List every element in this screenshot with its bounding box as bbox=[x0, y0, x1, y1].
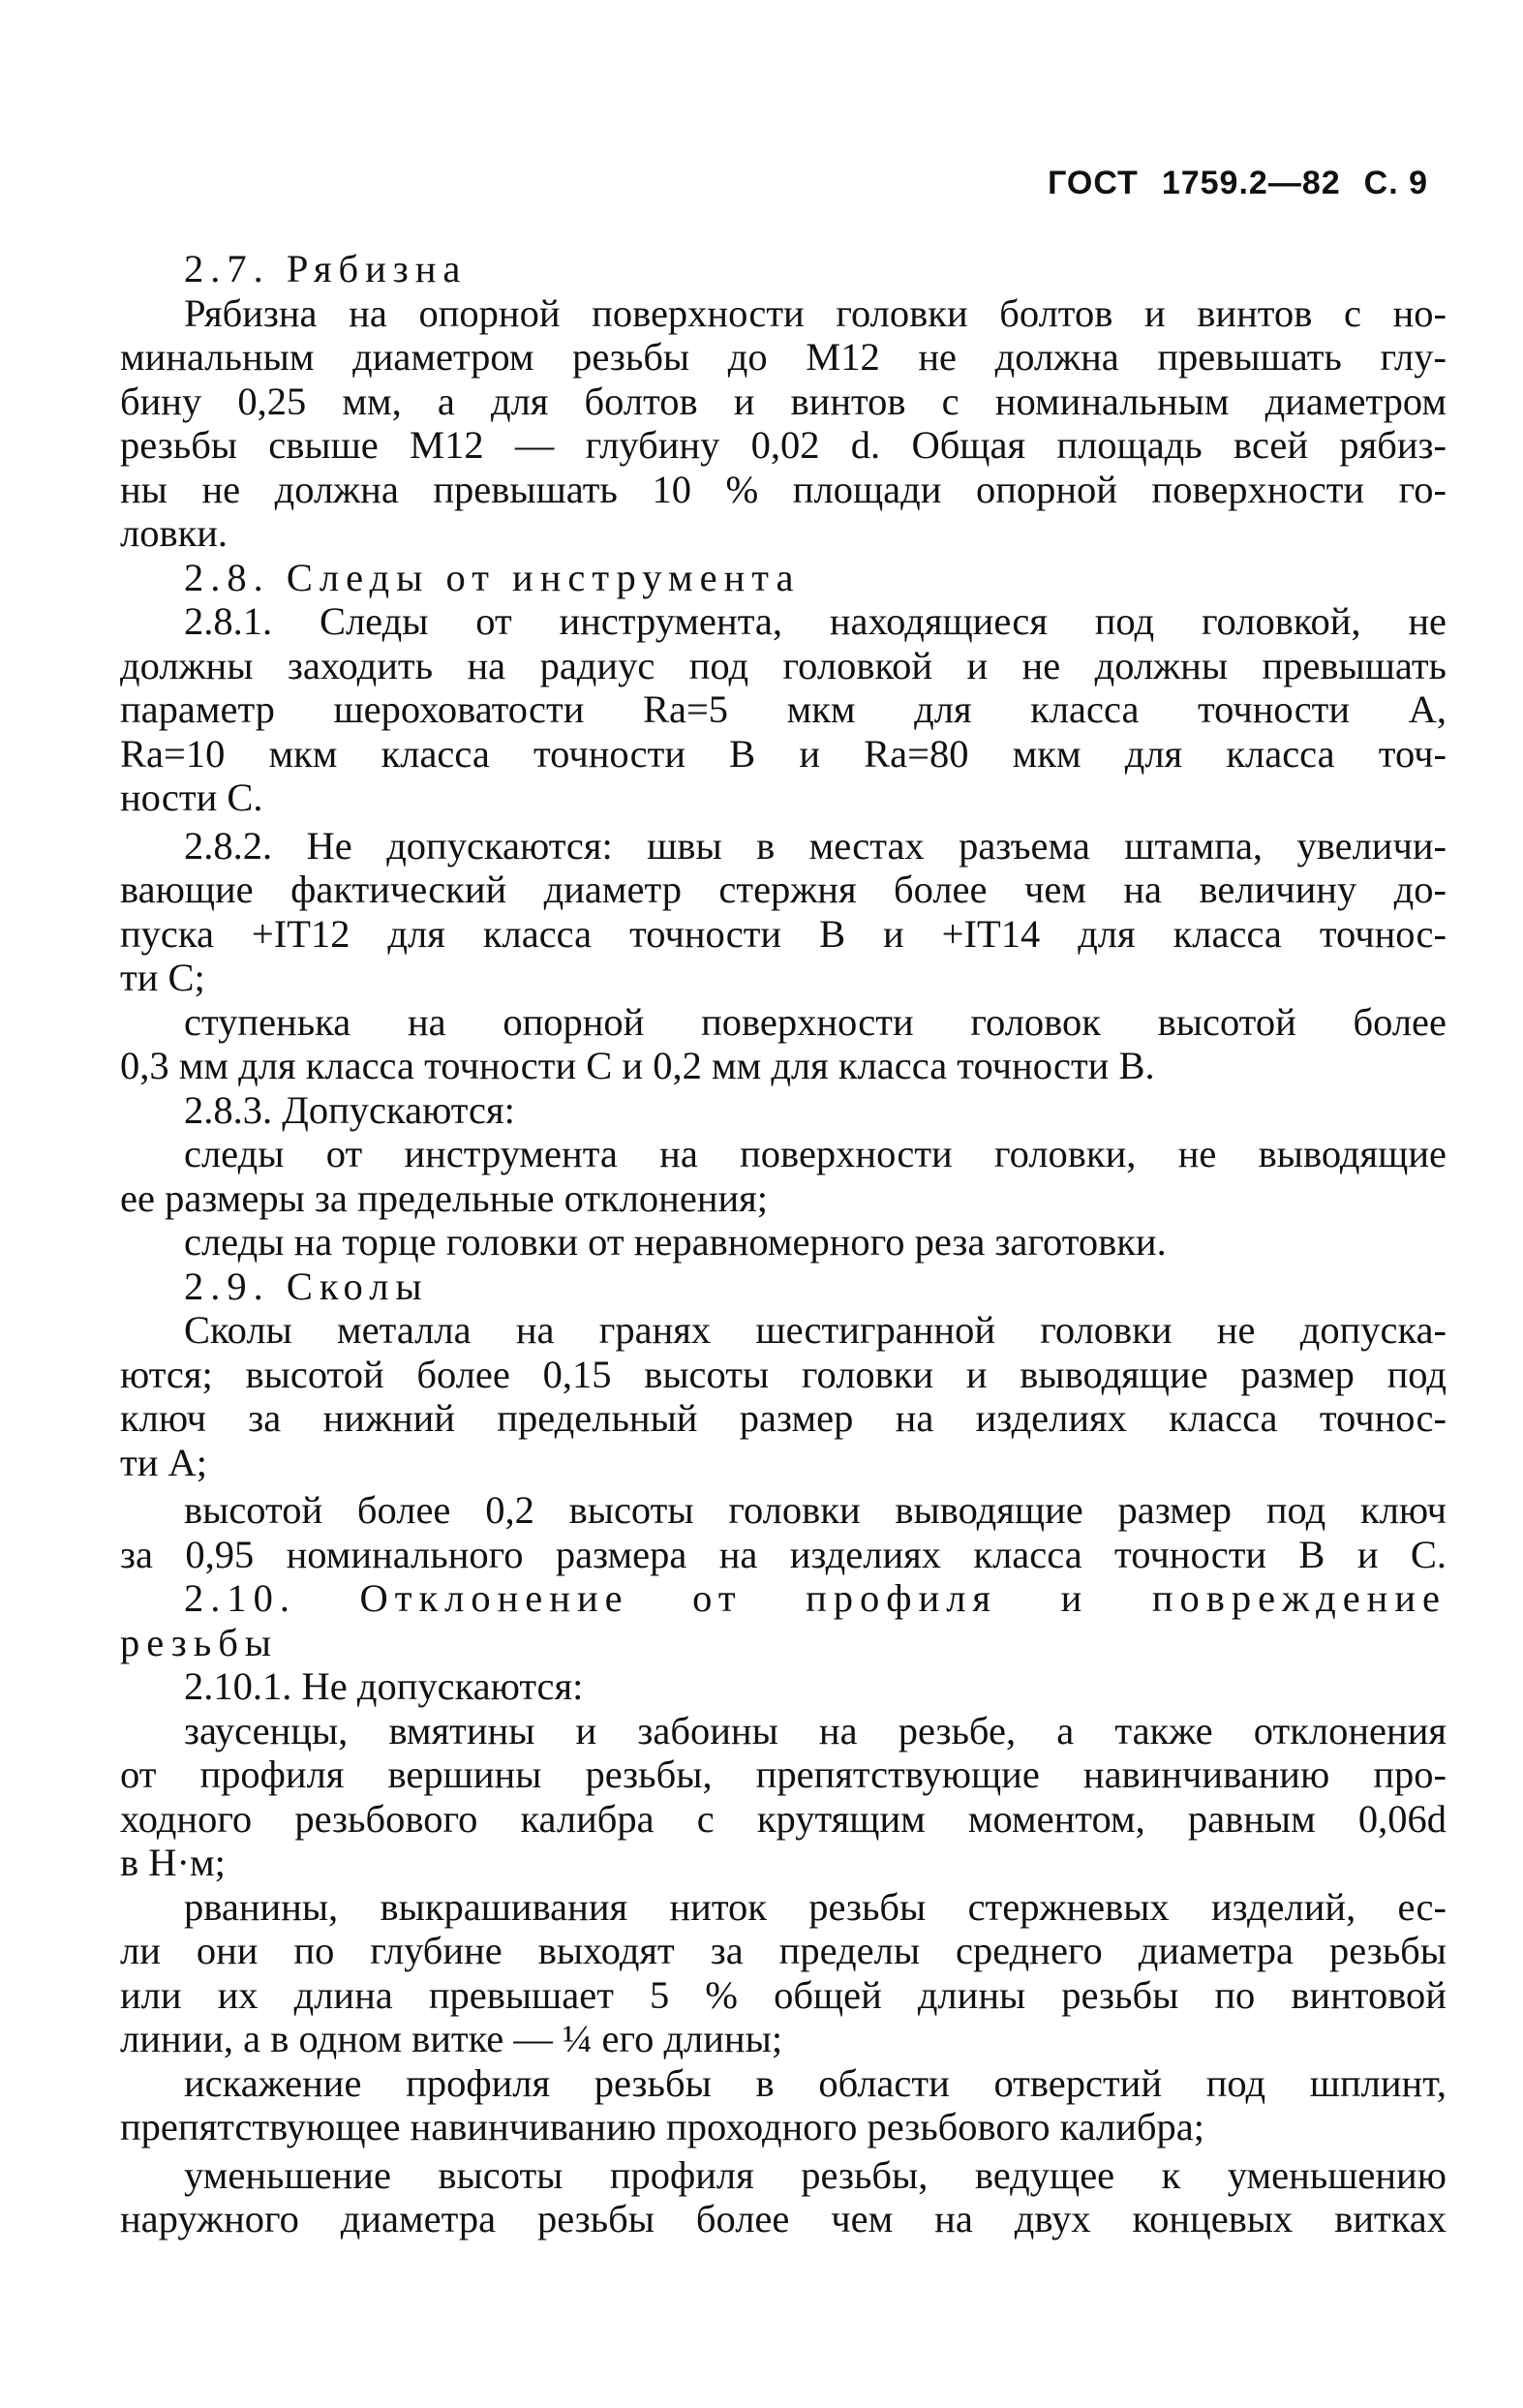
section-heading-2-7: 2.7. Рябизна bbox=[184, 247, 468, 290]
text-line: препятствующее навинчиванию проходного резьбового калибра; bbox=[120, 2105, 1204, 2149]
text-line: должны заходить на радиус под головкой и не должны превышать bbox=[120, 643, 1447, 687]
text-line: искажение профиля резьбы в области отверстий под шплинт, bbox=[184, 2060, 1447, 2105]
text-line: или их длина превышает 5 % общей длины резьбы по винтовой bbox=[120, 1972, 1447, 2017]
text-line: ются; высотой более 0,15 высоты головки и выводящие размер под bbox=[120, 1352, 1447, 1396]
text-line: линии, а в одном витке — ¼ его длины; bbox=[120, 2017, 783, 2060]
text-line: следы на торце головки от неравномерного реза заготовки. bbox=[184, 1220, 1167, 1264]
text-line: за 0,95 номинального размера на изделиях класса точности В и С. bbox=[120, 1532, 1447, 1576]
text-line: 2.8.1. Следы от инструмента, находящиеся под головкой, не bbox=[184, 599, 1447, 643]
text-line: 2.8.2. Не допускаются: швы в местах разъема штампа, увеличи- bbox=[184, 823, 1447, 868]
text-line: ступенька на опорной поверхности головок высотой более bbox=[184, 999, 1447, 1044]
section-heading-2-10-cont: резьбы bbox=[120, 1620, 279, 1664]
page-number: С. 9 bbox=[1363, 165, 1428, 201]
page-header bbox=[1048, 165, 1428, 202]
text-line: в Н·м; bbox=[120, 1841, 226, 1884]
standard-number: 1759.2—82 bbox=[1161, 165, 1341, 201]
text-line: ны не должна превышать 10 % площади опорной поверхности го- bbox=[120, 467, 1447, 511]
text-line: наружного диаметра резьбы более чем на двух концевых витках bbox=[120, 2197, 1447, 2240]
text-line: пуска +IT12 для класса точности В и +IT14 для класса точнос- bbox=[120, 911, 1447, 956]
text-line: заусенцы, вмятины и забоины на резьбе, а также отклонения bbox=[184, 1708, 1447, 1753]
text-line: ли они по глубине выходят за пределы среднего диаметра резьбы bbox=[120, 1929, 1447, 1972]
text-line: 0,3 мм для класса точности С и 0,2 мм для класса точности В. bbox=[120, 1044, 1155, 1087]
text-line: Сколы металла на гранях шестигранной головки не допуска- bbox=[184, 1308, 1447, 1352]
text-line: Ra=10 мкм класса точности В и Ra=80 мкм для класса точ- bbox=[120, 731, 1447, 776]
section-heading-2-8: 2.8. Следы от инструмента bbox=[184, 555, 801, 599]
text-line: уменьшение высоты профиля резьбы, ведущее к уменьшению bbox=[184, 2152, 1447, 2197]
text-line: рванины, выкрашивания ниток резьбы стержневых изделий, ес- bbox=[184, 1884, 1447, 1929]
text-line: от профиля вершины резьбы, препятствующие навинчиванию про- bbox=[120, 1753, 1447, 1796]
text-line: ловки. bbox=[120, 511, 228, 555]
text-line: 2.8.3. Допускаются: bbox=[184, 1087, 515, 1132]
text-line: ее размеры за предельные отклонения; bbox=[120, 1175, 769, 1220]
text-line: бину 0,25 мм, а для болтов и винтов с номинальным диаметром bbox=[120, 379, 1447, 423]
text-line: ключ за нижний предельный размер на изделиях класса точнос- bbox=[120, 1396, 1447, 1440]
text-line: Рябизна на опорной поверхности головки болтов и винтов с но- bbox=[184, 290, 1447, 335]
text-line: следы от инструмента на поверхности головки, не выводящие bbox=[184, 1132, 1447, 1175]
section-heading-2-10: 2.10. Отклонение от профиля и повреждение bbox=[184, 1576, 1447, 1620]
text-line: высотой более 0,2 высоты головки выводящие размер под ключ bbox=[184, 1488, 1447, 1532]
text-line: ти А; bbox=[120, 1440, 207, 1484]
text-line: ности С. bbox=[120, 776, 263, 819]
text-line: параметр шероховатости Ra=5 мкм для класса точности А, bbox=[120, 687, 1447, 731]
document-body bbox=[120, 247, 1447, 2241]
standard-label: ГОСТ bbox=[1048, 165, 1139, 201]
text-line: резьбы свыше М12 — глубину 0,02 d. Общая площадь всей рябиз- bbox=[120, 423, 1447, 467]
text-line: вающие фактический диаметр стержня более чем на величину до- bbox=[120, 868, 1447, 911]
text-line: 2.10.1. Не допускаются: bbox=[184, 1664, 584, 1708]
text-line: ти С; bbox=[120, 956, 205, 999]
text-line: ходного резьбового калибра с крутящим моментом, равным 0,06d bbox=[120, 1796, 1447, 1841]
section-heading-2-9: 2.9. Сколы bbox=[184, 1264, 429, 1308]
text-line: минальным диаметром резьбы до М12 не должна превышать глу- bbox=[120, 335, 1447, 379]
